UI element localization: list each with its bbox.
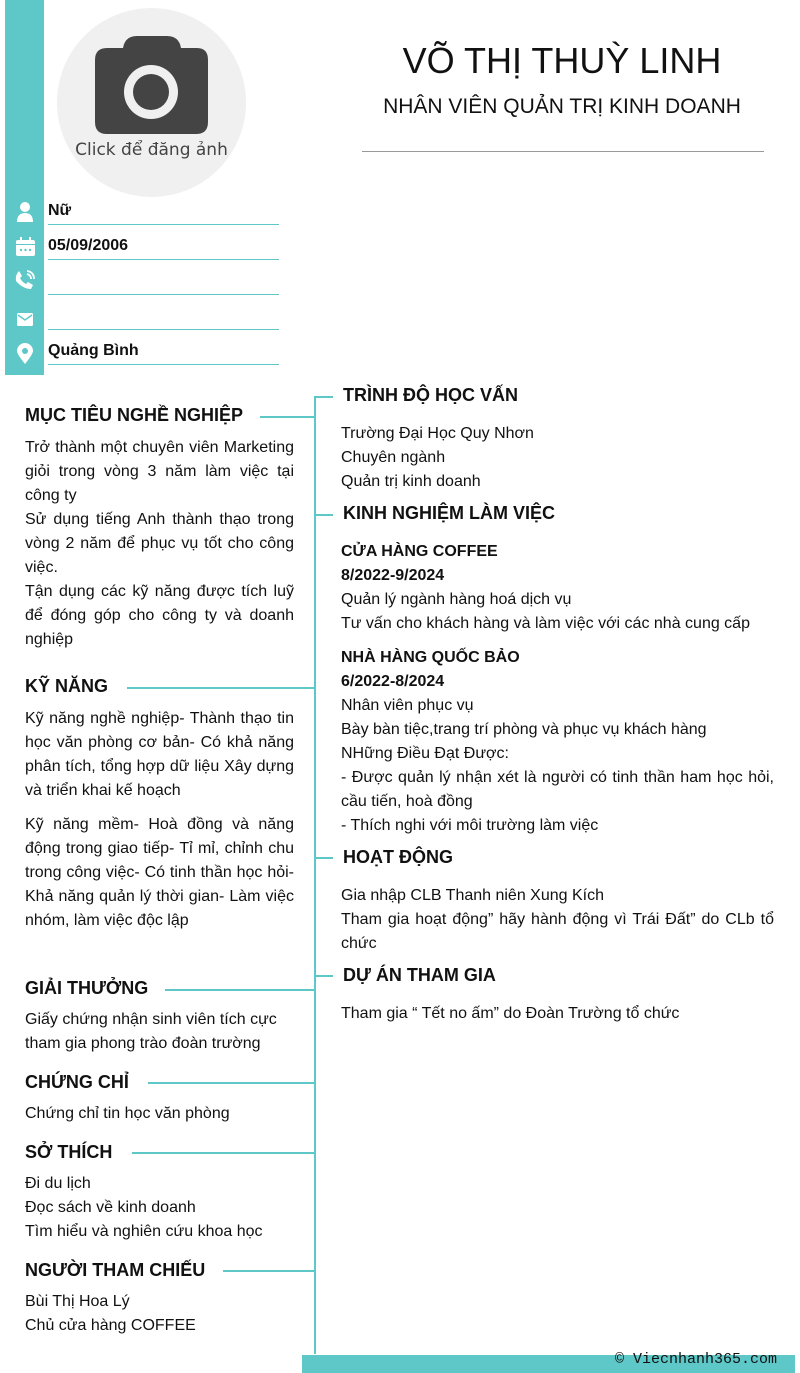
gender-field[interactable]: Nữ [48,200,279,225]
connector [314,975,333,977]
skills-text [25,707,294,933]
full-name: VÕ THỊ THUỲ LINH [402,40,722,81]
calendar-icon [12,233,38,259]
awards-heading: GIẢI THƯỞNG [25,978,149,998]
job-line: Bày bàn tiệc,trang trí phòng và phục vụ khách hàng [341,721,707,738]
connector [127,687,315,689]
connector [148,1082,315,1084]
job-line: Nhân viên phục vụ [341,697,474,714]
hobby-item: Đọc sách về kinh doanh [25,1199,196,1216]
job-company: CỬA HÀNG COFFEE [341,543,498,560]
job-line: - Được quản lý nhận xét là người có tinh thần ham học hỏi, cầu tiến, hoà đồng [341,769,774,810]
connector [314,396,333,398]
email-field[interactable] [48,305,279,330]
activity-item: Gia nhập CLB Thanh niên Xung Kích [341,887,604,904]
job-line: Tư vấn cho khách hàng và làm việc với các nhà cung cấp [341,615,750,632]
activities-heading: HOẠT ĐỘNG [343,847,453,867]
photo-label: Click để đăng ảnh [75,140,228,160]
objective-text [25,436,294,652]
hobby-item: Tìm hiểu và nghiên cứu khoa học [25,1223,263,1240]
awards-text: Giấy chứng nhận sinh viên tích cực tham gia phong trào đoàn trường [25,1011,277,1052]
dob-field[interactable]: 05/09/2006 [48,235,279,260]
objective-line: Tận dụng các kỹ năng được tích luỹ để đóng góp cho công ty và doanh nghiệp [25,583,294,648]
connector [132,1152,315,1154]
objective-line: Sử dụng tiếng Anh thành thạo trong vòng 2 năm để phục vụ tốt cho công việc. [25,511,294,576]
certs-text: Chứng chỉ tin học văn phòng [25,1105,230,1122]
connector [314,857,333,859]
experience-heading: KINH NGHIỆM LÀM VIỆC [343,503,556,523]
projects-text: Tham gia “ Tết no ấm” do Đoàn Trường tổ chức [341,1005,680,1022]
divider [362,151,764,152]
job-period: 8/2022-9/2024 [341,567,445,584]
reference-item: Bùi Thị Hoa Lý [25,1293,130,1310]
experience-list [341,540,774,838]
reference-item: Chủ cửa hàng COFFEE [25,1317,196,1334]
phone-icon [12,267,38,293]
job-title: NHÂN VIÊN QUẢN TRỊ KINH DOANH [383,95,741,118]
job-line: - Thích nghi với môi trường làm việc [341,817,599,834]
education-item: Trường Đại Học Quy Nhơn [341,425,534,442]
references-list [25,1290,294,1338]
phone-field[interactable] [48,270,279,295]
location-icon [12,340,38,366]
connector [260,416,315,418]
hobbies-list [25,1172,294,1244]
job-company: NHÀ HÀNG QUỐC BẢO [341,649,520,666]
hobby-item: Đi du lịch [25,1175,91,1192]
objective-line: Trở thành một chuyên viên Marketing giỏi trong vòng 3 năm làm việc tại công ty [25,439,294,504]
copyright: © Viecnhanh365.com [614,1351,777,1368]
timeline-line [314,396,316,1354]
address-field[interactable]: Quảng Bình [48,340,279,365]
camera-icon [95,36,208,134]
photo-upload[interactable] [57,8,246,197]
connector [223,1270,315,1272]
job-line: NHững Điều Đạt Được: [341,745,509,762]
connector [314,514,333,516]
skills-heading: KỸ NĂNG [25,676,109,696]
connector [165,989,315,991]
education-heading: TRÌNH ĐỘ HỌC VẤN [343,385,518,405]
job-line: Quản lý ngành hàng hoá dịch vụ [341,591,572,608]
education-item: Chuyên ngành [341,449,446,466]
education-list [341,422,774,494]
footer-bar [302,1351,795,1373]
person-icon [12,199,38,225]
objective-heading: MỤC TIÊU NGHỀ NGHIỆP [25,405,244,425]
skill-item: Kỹ năng mềm- Hoà đồng và năng động trong giao tiếp- Tỉ mỉ, chỉnh chu trong công việc- Có tinh thần học hỏi- Khả năng quản lý thời gian- Làm việc nhóm, làm việc độc lập [25,816,294,929]
activity-item: Tham gia hoạt động” hãy hành động vì Trái Đất” do CLb tổ chức [341,911,774,952]
skill-item: Kỹ năng nghề nghiệp- Thành thạo tin học văn phòng cơ bản- Có khả năng phân tích, tổng hợp dữ liệu Xây dựng và triển khai kế hoạch [25,710,294,799]
references-heading: NGƯỜI THAM CHIẾU [25,1260,206,1280]
education-item: Quản trị kinh doanh [341,473,481,490]
activities-list [341,884,774,956]
hobbies-heading: SỞ THÍCH [25,1142,113,1162]
certs-heading: CHỨNG CHỈ [25,1072,129,1092]
projects-heading: DỰ ÁN THAM GIA [343,965,496,985]
email-icon [12,306,38,332]
job-period: 6/2022-8/2024 [341,673,445,690]
